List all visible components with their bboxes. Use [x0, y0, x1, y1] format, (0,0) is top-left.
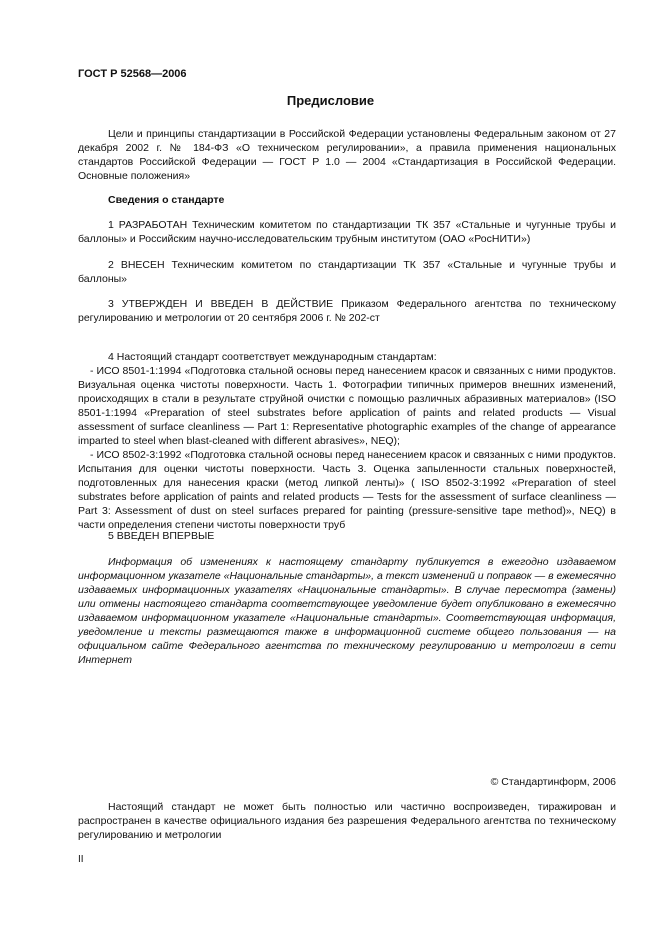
- item-4-bullet-iso-8501: - ИСО 8501-1:1994 «Подготовка стальной основы перед нанесением красок и связанных с ними продуктов. Визуальная оценка чистоты поверхности. Часть 1. Фотографии типичных примеров внешних изменений, происходящих в стали в результате струйной очистки с помощью различных абразивных материалов» (ISO 8501-1:1994 «Preparation of steel substrates before application of paints and related products — Visual assessment of surface cleanliness — Part 1: Representative photographic examples of the change of appearance imparted to steel when blast-cleaned with different abrasives», NEQ);: [78, 365, 616, 447]
- item-4-lead: 4 Настоящий стандарт соответствует международным стандартам:: [108, 351, 437, 363]
- change-notice-paragraph: Информация об изменениях к настоящему стандарту публикуется в ежегодно издаваемом информационном указателе «Национальные стандарты», а текст изменений и поправок — в ежемесячно издаваемых информационных указателях «Национальные стандарты». В случае пересмотра (замены) или отмены настоящего стандарта соответствующее уведомление будет опубликовано в ежемесячно издаваемом информационном указателе «Национальные стандарты». Соответствующая информация, уведомление и тексты размещаются также в информационной системе общего пользования — на официальном сайте Федерального агентства по техническому регулированию и метрологии в сети Интернет: [78, 556, 616, 666]
- intro-paragraph: Цели и принципы стандартизации в Российской Федерации установлены Федеральным законом от 27 декабря 2002 г. № 184-ФЗ «О техническом регулировании», а правила применения национальных стандартов Российской Федерации — ГОСТ Р 1.0 — 2004 «Стандартизация в Российской Федерации. Основные положения»: [78, 128, 616, 182]
- reproduction-notice: Настоящий стандарт не может быть полностью или частично воспроизведен, тиражирован и распространен в качестве официального издания без разрешения Федерального агентства по техническому регулированию и метрологии: [78, 801, 616, 841]
- page-title: Предисловие: [286, 93, 375, 108]
- item-4-bullet-iso-8502: - ИСО 8502-3:1992 «Подготовка стальной основы перед нанесением красок и связанных с ними продуктов. Испытания для оценки чистоты поверхности. Часть 3. Оценка запыленности стальных поверхностей, подготовленных для нанесения краски (метод липкой ленты)» ( ISO 8502-3:1992 «Preparation of steel substrates before application of paints and related products — Tests for the assessment of surface cleanliness — Part 3: Assessment of dust on steel surfaces prepared for painting (pressure-sensitive tape method)», NEQ) в части определения степени чистоты поверхности труб: [78, 449, 616, 531]
- item-5-first-introduced: 5 ВВЕДЕН ВПЕРВЫЕ: [108, 530, 215, 542]
- item-4-compliance: [78, 350, 616, 532]
- page-number: II: [78, 854, 84, 865]
- item-1-developed: 1 РАЗРАБОТАН Техническим комитетом по стандартизации ТК 357 «Стальные и чугунные трубы и баллоны» и Российским научно-исследовательским трубным институтом (ОАО «РосНИТИ»): [78, 219, 616, 245]
- item-3-approved: 3 УТВЕРЖДЕН И ВВЕДЕН В ДЕЙСТВИЕ Приказом Федерального агентства по техническому регулированию и метрологии от 20 сентября 2006 г. № 202-ст: [78, 298, 616, 324]
- standard-info-heading: Сведения о стандарте: [108, 194, 225, 206]
- copyright-line: © Стандартинформ, 2006: [490, 776, 616, 788]
- item-2-introduced: 2 ВНЕСЕН Техническим комитетом по стандартизации ТК 357 «Стальные и чугунные трубы и баллоны»: [78, 259, 616, 285]
- document-code: ГОСТ Р 52568—2006: [78, 68, 187, 80]
